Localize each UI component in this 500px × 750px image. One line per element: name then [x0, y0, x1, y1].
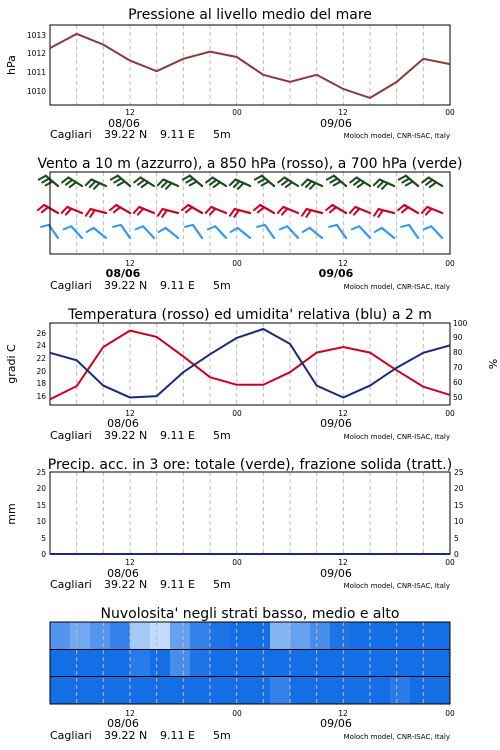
cloud-cell — [170, 677, 191, 705]
cloud-cell — [70, 650, 91, 677]
cloud-cell — [410, 677, 431, 705]
wind-barb-10m — [208, 226, 226, 238]
cloud-cell — [350, 650, 371, 677]
wind-barb-850hpa — [278, 207, 298, 215]
cloud-cell — [250, 650, 271, 677]
cloud-cell — [430, 622, 451, 650]
xtick: 12 — [338, 259, 348, 268]
precip-plot-frame — [50, 472, 450, 554]
cloud-cell — [210, 622, 231, 650]
date-label: 09/06 — [320, 717, 352, 730]
cloud-cell — [190, 677, 211, 705]
cloud-cell — [410, 650, 431, 677]
xtick: 00 — [232, 108, 242, 117]
cloud-cell — [430, 677, 451, 705]
precip-ytick: 15 — [454, 501, 464, 510]
cloud-cell — [250, 677, 271, 705]
date-label: 08/06 — [107, 417, 139, 430]
precip-yticks-right — [454, 468, 464, 559]
wind-barb-10m — [424, 226, 442, 238]
wind-barb-10m — [231, 228, 250, 238]
location-lon: 9.11 E — [160, 578, 195, 591]
cloud-cell — [390, 677, 411, 705]
cloud-cell — [330, 650, 351, 677]
precip-ytick: 5 — [41, 534, 46, 543]
cloud-cell — [370, 650, 391, 677]
temperature-ylabel: gradi C — [5, 344, 18, 384]
cloud-cell — [270, 622, 291, 650]
wind-title: Vento a 10 m (azzurro), a 850 hPa (rosso), a 700 hPa (verde) — [37, 156, 463, 172]
precip-ytick: 0 — [41, 550, 46, 559]
cloud-cell — [290, 677, 311, 705]
temperature-xaxis — [107, 409, 455, 430]
location-lon: 9.11 E — [160, 729, 195, 742]
temperature-footer — [50, 429, 450, 442]
cloud-footer — [50, 729, 450, 742]
precip-title: Precip. acc. in 3 ore: totale (verde), frazione solida (tratt.) — [47, 457, 453, 473]
xtick: 12 — [338, 409, 348, 418]
cloud-cell — [190, 650, 211, 677]
date-label: 08/06 — [107, 567, 139, 580]
wind-barb-10m — [375, 228, 394, 238]
pressure-xaxis — [108, 108, 455, 130]
xtick: 12 — [125, 709, 135, 718]
cloud-cell — [430, 650, 451, 677]
wind-barb-10m — [113, 225, 130, 238]
xtick: 12 — [125, 108, 135, 117]
pressure-ytick: 1013 — [26, 31, 46, 40]
temperature-title: Temperatura (rosso) ed umidita' relativa (blu) a 2 m — [68, 307, 432, 323]
location-lon: 9.11 E — [160, 429, 195, 442]
xtick: 12 — [125, 558, 135, 567]
date-label: 08/06 — [105, 267, 141, 280]
location-lon: 9.11 E — [160, 279, 195, 292]
wind-barb-850hpa — [398, 205, 418, 213]
wind-barb-700hpa — [374, 180, 394, 189]
cloud-cell — [150, 677, 171, 705]
cloud-cell — [90, 677, 111, 705]
wind-barb-700hpa — [62, 178, 82, 188]
wind-barb-700hpa — [278, 178, 298, 188]
humidity-line — [50, 329, 450, 398]
xtick: 12 — [125, 259, 135, 268]
wind-barb-700hpa — [39, 176, 58, 186]
cloud-cell — [50, 677, 71, 705]
pressure-ytick: 1012 — [26, 49, 46, 58]
temperature-ytick: 22 — [36, 354, 46, 363]
precip-ytick: 10 — [454, 517, 464, 526]
precip-ytick: 25 — [454, 468, 464, 477]
cloud-cell — [150, 622, 171, 650]
xtick: 12 — [338, 108, 348, 117]
temperature-panel — [5, 307, 499, 442]
temperature-ytick: 20 — [36, 367, 46, 376]
xtick: 00 — [445, 709, 455, 718]
location-lat: 39.22 N — [104, 429, 148, 442]
cloud-cell — [190, 622, 211, 650]
cloud-cell — [150, 650, 171, 677]
pressure-ytick: 1010 — [26, 87, 46, 96]
cloud-cell — [90, 622, 111, 650]
wind-barb-10m — [136, 226, 154, 238]
location-lon: 9.11 E — [160, 128, 195, 141]
wind-barb-850hpa — [62, 207, 82, 215]
wind-barb-10m — [257, 225, 274, 238]
wind-barb-10m — [185, 225, 202, 238]
cloud-cell — [130, 622, 151, 650]
wind-barb-700hpa — [158, 180, 178, 189]
precip-panel — [5, 457, 464, 591]
wind-barb-850hpa — [38, 205, 58, 213]
date-label: 09/06 — [320, 567, 352, 580]
date-label: 08/06 — [107, 717, 139, 730]
location-name: Cagliari — [50, 729, 92, 742]
pressure-panel — [5, 7, 455, 141]
location-name: Cagliari — [50, 128, 92, 141]
cloud-cell — [130, 677, 151, 705]
date-label: 08/06 — [108, 117, 140, 130]
precip-ytick: 5 — [454, 534, 459, 543]
xtick: 00 — [445, 558, 455, 567]
humidity-ytick: 70 — [453, 363, 463, 372]
precip-ytick: 10 — [36, 517, 46, 526]
cloud-cell — [310, 650, 331, 677]
wind-barb-700hpa — [399, 176, 418, 186]
precip-xaxis — [107, 558, 455, 580]
location-name: Cagliari — [50, 578, 92, 591]
xtick: 00 — [232, 709, 242, 718]
humidity-ytick: 100 — [453, 319, 468, 328]
cloud-cell — [350, 677, 371, 705]
cloud-cell — [110, 677, 131, 705]
wind-barb-700hpa — [134, 178, 154, 188]
cloud-cell — [110, 622, 131, 650]
cloud-cell — [110, 650, 131, 677]
precip-ytick: 15 — [36, 501, 46, 510]
temperature-ytick: 26 — [36, 329, 46, 338]
xtick: 00 — [232, 558, 242, 567]
location-elevation: 5m — [213, 729, 231, 742]
location-elevation: 5m — [213, 429, 231, 442]
cloud-title: Nuvolosita' negli strati basso, medio e alto — [100, 606, 400, 622]
wind-xaxis — [106, 259, 455, 280]
wind-barb-850hpa — [422, 207, 442, 215]
precip-ytick: 20 — [36, 484, 46, 493]
xtick: 12 — [338, 709, 348, 718]
precip-ylabel: mm — [5, 503, 18, 525]
precip-ytick: 25 — [36, 468, 46, 477]
xtick: 00 — [445, 409, 455, 418]
cloud-cell — [170, 622, 191, 650]
cloud-cell — [90, 650, 111, 677]
wind-barb-850hpa — [230, 209, 250, 217]
cloud-cell — [130, 650, 151, 677]
temperature-ytick: 18 — [36, 379, 46, 388]
pressure-footer — [50, 128, 450, 141]
model-credit: Moloch model, CNR-ISAC, Italy — [343, 582, 450, 590]
wind-barb-850hpa — [254, 205, 274, 213]
cloud-cell — [50, 622, 71, 650]
cloud-cell — [370, 677, 391, 705]
cloud-cell — [390, 622, 411, 650]
model-credit: Moloch model, CNR-ISAC, Italy — [343, 733, 450, 741]
location-name: Cagliari — [50, 429, 92, 442]
wind-barb-10m — [159, 228, 178, 238]
humidity-ylabel: % — [486, 358, 499, 370]
date-label: 09/06 — [320, 117, 352, 130]
cloud-cell — [410, 622, 431, 650]
precip-yticks-left — [36, 468, 46, 559]
date-label: 09/06 — [320, 417, 352, 430]
temperature-yticks-left — [36, 329, 46, 401]
temperature-ytick: 24 — [36, 341, 46, 350]
cloud-cell — [230, 650, 251, 677]
wind-footer — [50, 279, 450, 292]
wind-barb-700hpa — [255, 176, 274, 186]
humidity-ytick: 80 — [453, 348, 463, 357]
wind-barb-700hpa — [183, 176, 202, 186]
humidity-yticks-right — [453, 319, 468, 402]
precip-ytick: 0 — [454, 550, 459, 559]
xtick: 00 — [232, 409, 242, 418]
wind-barb-10m — [280, 226, 298, 238]
cloud-cell — [330, 677, 351, 705]
xtick: 00 — [232, 259, 242, 268]
cloud-cell — [270, 650, 291, 677]
cloud-cell — [290, 622, 311, 650]
wind-barb-10m — [64, 226, 82, 238]
precip-ytick: 20 — [454, 484, 464, 493]
cloud-cell — [350, 622, 371, 650]
cloud-cell — [250, 622, 271, 650]
wind-barb-700hpa — [111, 176, 130, 186]
pressure-ytick: 1011 — [26, 68, 46, 77]
cloud-cell — [210, 677, 231, 705]
cloud-cell — [230, 622, 251, 650]
cloud-cell — [50, 650, 71, 677]
cloud-xaxis — [107, 709, 455, 730]
cloud-cell — [310, 677, 331, 705]
cloud-cell — [170, 650, 191, 677]
humidity-ytick: 90 — [453, 333, 463, 342]
wind-barb-850hpa — [158, 209, 178, 217]
humidity-ytick: 50 — [453, 393, 463, 402]
wind-barb-850hpa — [302, 209, 322, 217]
cloud-cell — [270, 677, 291, 705]
location-lat: 39.22 N — [104, 578, 148, 591]
wind-barb-10m — [303, 228, 322, 238]
wind-barb-700hpa — [206, 178, 226, 188]
temperature-plot-frame — [50, 323, 450, 405]
xtick: 12 — [338, 558, 348, 567]
pressure-ylabel: hPa — [5, 55, 18, 75]
wind-barb-700hpa — [350, 178, 370, 188]
temperature-ytick: 16 — [36, 392, 46, 401]
humidity-ytick: 60 — [453, 378, 463, 387]
cloud-cell — [310, 622, 331, 650]
wind-barb-700hpa — [422, 178, 442, 188]
location-elevation: 5m — [213, 128, 231, 141]
model-credit: Moloch model, CNR-ISAC, Italy — [343, 283, 450, 291]
xtick: 00 — [445, 259, 455, 268]
model-credit: Moloch model, CNR-ISAC, Italy — [343, 433, 450, 441]
location-lat: 39.22 N — [104, 729, 148, 742]
location-lat: 39.22 N — [104, 279, 148, 292]
wind-barb-700hpa — [302, 180, 322, 189]
date-label: 09/06 — [318, 267, 354, 280]
cloud-cell — [390, 650, 411, 677]
precip-footer — [50, 578, 450, 591]
wind-barb-10m — [401, 225, 418, 238]
pressure-title: Pressione al livello medio del mare — [128, 7, 372, 23]
model-credit: Moloch model, CNR-ISAC, Italy — [343, 132, 450, 140]
cloud-cell — [210, 650, 231, 677]
wind-barb-10m — [352, 226, 370, 238]
xtick: 00 — [445, 108, 455, 117]
cloud-cell — [370, 622, 391, 650]
wind-barb-850hpa — [182, 205, 202, 213]
cloud-cell — [230, 677, 251, 705]
cloud-panel — [50, 606, 455, 742]
wind-barb-850hpa — [110, 205, 130, 213]
pressure-line — [50, 34, 450, 98]
wind-barb-850hpa — [206, 207, 226, 215]
location-lat: 39.22 N — [104, 128, 148, 141]
location-elevation: 5m — [213, 279, 231, 292]
wind-barb-850hpa — [134, 207, 154, 215]
location-elevation: 5m — [213, 578, 231, 591]
location-name: Cagliari — [50, 279, 92, 292]
wind-barb-700hpa — [230, 180, 250, 189]
cloud-cell — [330, 622, 351, 650]
cloud-cell — [70, 677, 91, 705]
cloud-cell — [290, 650, 311, 677]
wind-barb-850hpa — [374, 209, 394, 217]
wind-panel — [37, 156, 462, 292]
wind-barb-850hpa — [350, 207, 370, 215]
xtick: 12 — [125, 409, 135, 418]
cloud-cell — [70, 622, 91, 650]
